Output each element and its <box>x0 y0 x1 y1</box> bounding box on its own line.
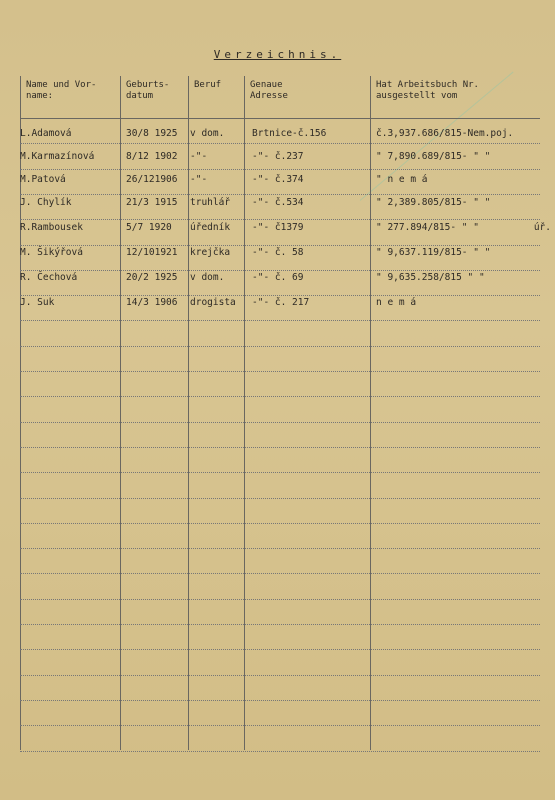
table-cell: 8/12 1902 <box>126 151 178 162</box>
table-cell: M. Šikýřová <box>20 247 83 258</box>
table-cell: č.3,937.686/815-Nem.poj. <box>376 128 514 139</box>
table-cell: 20/2 1925 <box>126 272 178 283</box>
row-rule <box>20 320 540 321</box>
table-cell: -"- <box>190 151 208 162</box>
row-rule <box>20 270 540 271</box>
table-cell: -"- č. 217 <box>252 297 310 308</box>
table-cell: M.Karmazínová <box>20 151 95 162</box>
row-rule <box>20 118 540 119</box>
row-rule <box>20 751 540 752</box>
table-cell: v dom. <box>190 128 225 139</box>
column-header: Geburts- datum <box>126 80 170 101</box>
row-rule <box>20 548 540 549</box>
table-cell: R. Čechová <box>20 272 78 283</box>
row-rule <box>20 573 540 574</box>
table-cell: J. Suk <box>20 297 55 308</box>
column-header: Hat Arbeitsbuch Nr. ausgestellt vom <box>376 80 479 101</box>
table-cell: Brtnice-č.156 <box>252 128 327 139</box>
table-cell: " 7,890.689/815- " " <box>376 151 491 162</box>
table-cell: -"- č.237 <box>252 151 304 162</box>
table-cell: -"- <box>190 174 208 185</box>
table-cell: " n e m á <box>376 174 428 185</box>
row-rule <box>20 624 540 625</box>
table-cell: -"- č.534 <box>252 197 304 208</box>
table-cell: " 277.894/815- " " <box>376 222 479 233</box>
row-rule <box>20 700 540 701</box>
document-title: Verzeichnis. <box>213 48 342 61</box>
row-rule <box>20 498 540 499</box>
table-cell: -"- č.374 <box>252 174 304 185</box>
row-rule <box>20 169 540 170</box>
table-cell: " 9,637.119/815- " " <box>376 247 491 258</box>
table-cell: R.Rambousek <box>20 222 83 233</box>
row-rule <box>20 447 540 448</box>
column-header: Genaue Adresse <box>250 80 288 101</box>
table-cell: 30/8 1925 <box>126 128 178 139</box>
register-table <box>20 76 540 750</box>
table-cell: 5/7 1920 <box>126 222 172 233</box>
column-header: Name und Vor- name: <box>26 80 97 101</box>
row-rule <box>20 523 540 524</box>
table-cell: drogista <box>190 297 236 308</box>
table-cell: L.Adamová <box>20 128 72 139</box>
table-cell: -"- č1379 <box>252 222 304 233</box>
table-cell: n e m á <box>376 297 417 308</box>
table-cell: -"- č. 69 <box>252 272 304 283</box>
row-rule <box>20 346 540 347</box>
row-rule <box>20 649 540 650</box>
table-cell: 26/121906 <box>126 174 178 185</box>
row-rule <box>20 422 540 423</box>
row-rule <box>20 194 540 195</box>
table-cell: " 2,389.805/815- " " <box>376 197 491 208</box>
table-cell: 21/3 1915 <box>126 197 178 208</box>
table-cell: J. Chylík <box>20 197 72 208</box>
row-rule <box>20 143 540 144</box>
column-header: Beruf <box>194 80 222 90</box>
table-cell: krejčka <box>190 247 231 258</box>
row-rule <box>20 371 540 372</box>
margin-note: úř. <box>533 222 551 233</box>
table-cell: v dom. <box>190 272 225 283</box>
table-cell: úředník <box>190 222 231 233</box>
table-cell: -"- č. 58 <box>252 247 304 258</box>
row-rule <box>20 295 540 296</box>
table-cell: M.Patová <box>20 174 66 185</box>
row-rule <box>20 725 540 726</box>
table-cell: 12/101921 <box>126 247 178 258</box>
row-rule <box>20 245 540 246</box>
table-cell: " 9,635.258/815 " " <box>376 272 485 283</box>
row-rule <box>20 219 540 220</box>
row-rule <box>20 675 540 676</box>
row-rule <box>20 472 540 473</box>
table-cell: truhlář <box>190 197 231 208</box>
table-cell: 14/3 1906 <box>126 297 178 308</box>
row-rule <box>20 396 540 397</box>
row-rule <box>20 599 540 600</box>
